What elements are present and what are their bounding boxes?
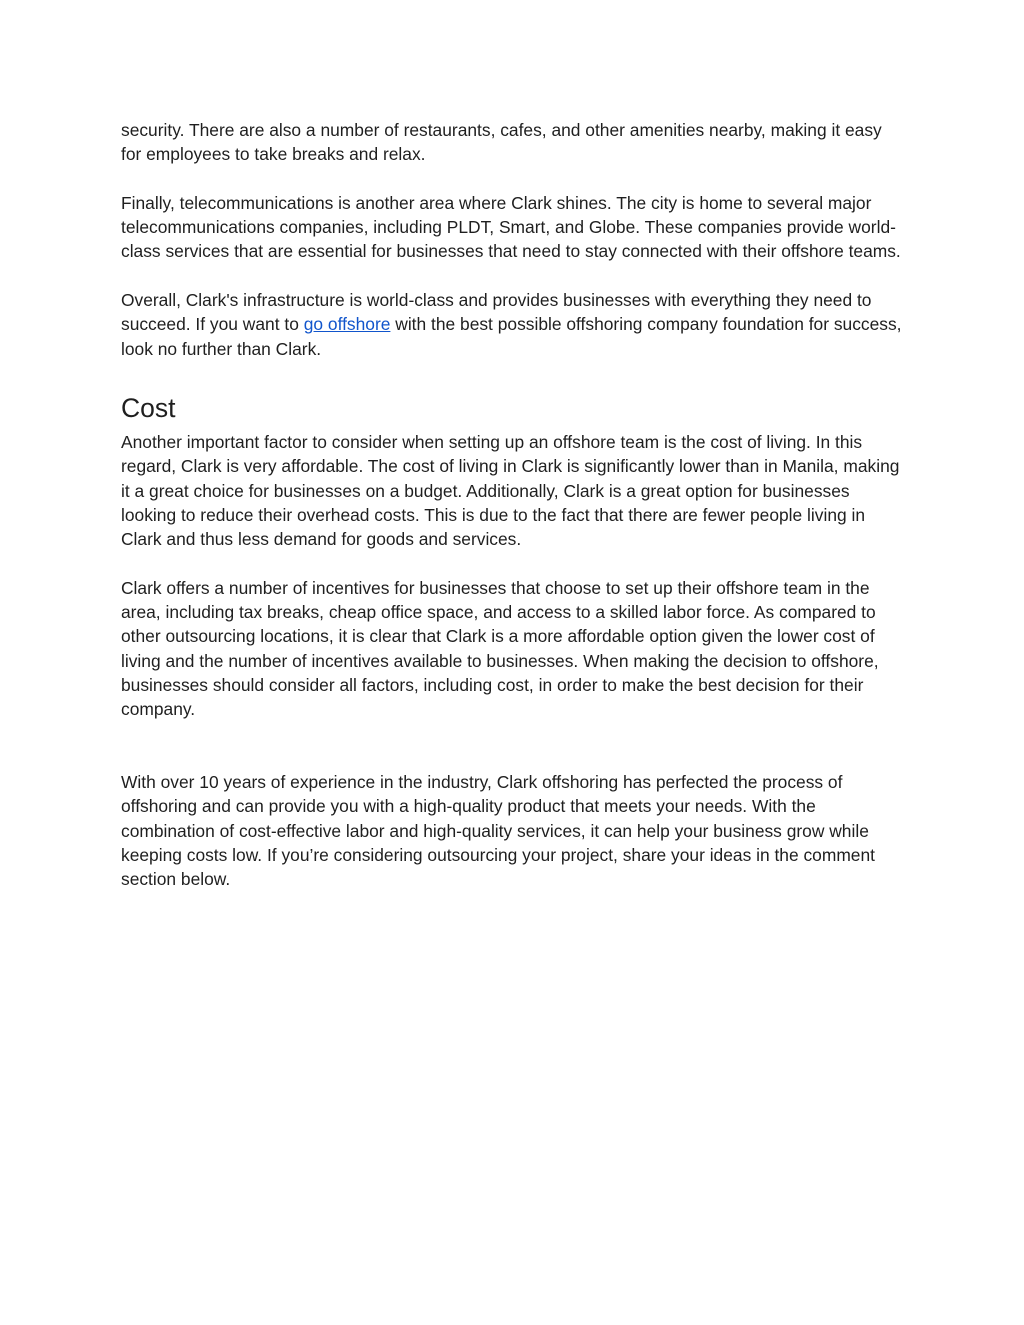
paragraph-telecommunications: Finally, telecommunications is another area where Clark shines. The city is home to several major telecommunications companies, including PLDT, Smart, and Globe. These companies provide world-class services that are essential for businesses that need to stay connected with their offshore teams. — [121, 192, 901, 262]
paragraph-overall — [121, 288, 906, 361]
paragraph-overall-after: with the best possible offshoring company foundation for success, look no further than Clark. — [121, 314, 902, 359]
paragraph-cost-of-living: Another important factor to consider when setting up an offshore team is the cost of living. In this regard, Clark is very affordable. The cost of living in Clark is significantly lower than in Manila, making it a great choice for businesses on a budget. Additionally, Clark is a great option for businesses looking to reduce their overhead costs. This is due to the fact that there are fewer people living in Clark and thus less demand for goods and services. — [121, 431, 900, 550]
paragraph-overall-before: Overall, Clark's infrastructure is world-class and provides businesses with everything they need to succeed. If you want to — [121, 290, 872, 335]
paragraph-experience: With over 10 years of experience in the industry, Clark offshoring has perfected the process of offshoring and can provide you with a high-quality product that meets your needs. With the combination of cost-effective labor and high-quality services, it can help your business grow while keeping costs low. If you’re considering outsourcing your project, share your ideas in the comment section below. — [121, 772, 875, 890]
paragraph-security: security. There are also a number of restaurants, cafes, and other amenities nearby, making it easy for employees to take breaks and relax. — [121, 120, 882, 165]
cost-section-heading-wrap — [121, 391, 906, 425]
go-offshore-link[interactable]: go offshore — [303, 314, 391, 335]
cost-heading: Cost — [121, 392, 176, 423]
document-body — [121, 118, 906, 892]
paragraph-incentives: Clark offers a number of incentives for businesses that choose to set up their offshore team in the area, including tax breaks, cheap office space, and access to a skilled labor force. As compared to other outsourcing locations, it is clear that Clark is a more affordable option given the lower cost of living and the number of incentives available to businesses. When making the decision to offshore, businesses should consider all factors, including cost, in order to make the best decision for their company. — [121, 577, 879, 720]
